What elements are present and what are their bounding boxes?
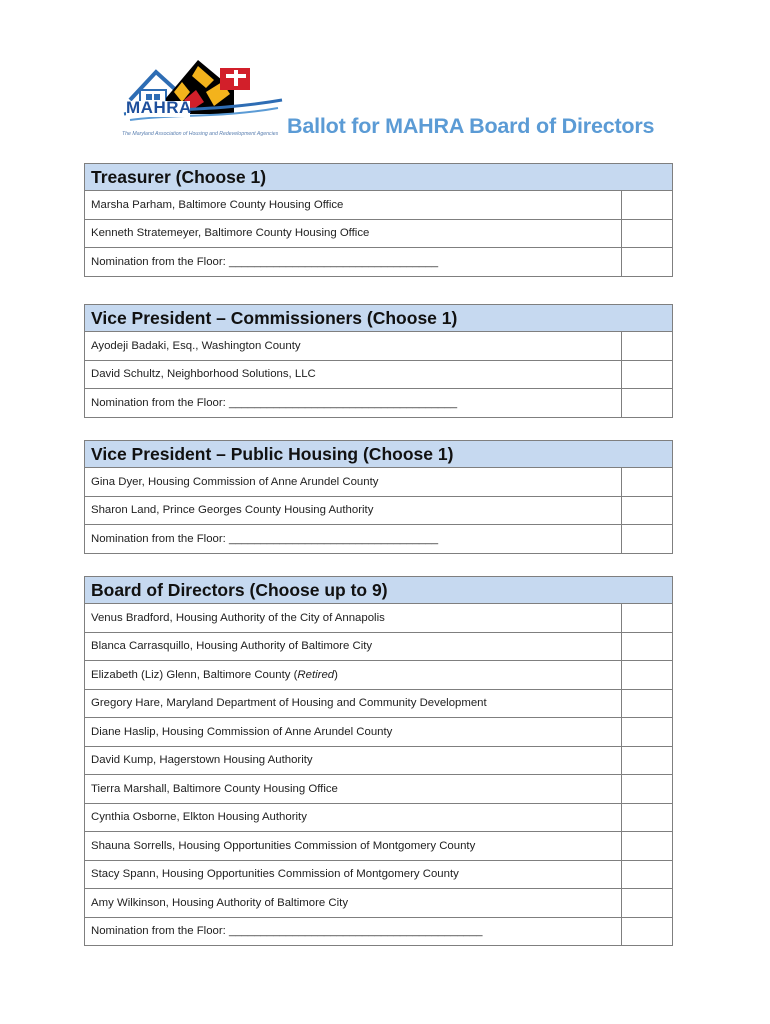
candidate-name: Sharon Land, Prince Georges County Housing Authority <box>85 496 622 525</box>
ballot-row <box>85 661 673 690</box>
candidate-name: Stacy Spann, Housing Opportunities Commission of Montgomery County <box>85 860 622 889</box>
candidate-name: Gina Dyer, Housing Commission of Anne Arundel County <box>85 468 622 497</box>
vote-box[interactable] <box>622 525 673 554</box>
ballot-row <box>85 718 673 747</box>
vote-box[interactable] <box>622 219 673 248</box>
ballot-row <box>85 746 673 775</box>
vote-box[interactable] <box>622 718 673 747</box>
vote-box[interactable] <box>622 803 673 832</box>
vote-box[interactable] <box>622 689 673 718</box>
candidate-name: Amy Wilkinson, Housing Authority of Baltimore City <box>85 889 622 918</box>
ballot-row <box>85 468 673 497</box>
nomination-line: Nomination from the Floor: ____________________________________ <box>85 389 622 418</box>
vote-box[interactable] <box>622 191 673 220</box>
vote-box[interactable] <box>622 360 673 389</box>
ballot-section-vp-commissioners <box>84 304 673 418</box>
section-heading: Vice President – Commissioners (Choose 1) <box>85 305 673 332</box>
ballot-row <box>85 525 673 554</box>
candidate-name: Kenneth Stratemeyer, Baltimore County Housing Office <box>85 219 622 248</box>
ballot-section-treasurer <box>84 163 673 277</box>
candidate-name: Elizabeth (Liz) Glenn, Baltimore County (Retired) <box>85 661 622 690</box>
candidate-name: Tierra Marshall, Baltimore County Housing Office <box>85 775 622 804</box>
candidate-name: Shauna Sorrells, Housing Opportunities Commission of Montgomery County <box>85 832 622 861</box>
vote-box[interactable] <box>622 917 673 946</box>
candidate-name: Venus Bradford, Housing Authority of the City of Annapolis <box>85 604 622 633</box>
ballot-row <box>85 803 673 832</box>
ballot-row <box>85 604 673 633</box>
candidate-name: David Kump, Hagerstown Housing Authority <box>85 746 622 775</box>
ballot-row <box>85 775 673 804</box>
candidate-name: Diane Haslip, Housing Commission of Anne Arundel County <box>85 718 622 747</box>
ballot-row <box>85 248 673 277</box>
ballot-row <box>85 332 673 361</box>
vote-box[interactable] <box>622 832 673 861</box>
section-heading: Vice President – Public Housing (Choose 1) <box>85 441 673 468</box>
vote-box[interactable] <box>622 468 673 497</box>
vote-box[interactable] <box>622 860 673 889</box>
candidate-name: Ayodeji Badaki, Esq., Washington County <box>85 332 622 361</box>
ballot-row <box>85 632 673 661</box>
ballot-row <box>85 889 673 918</box>
nomination-line: Nomination from the Floor: ________________________________________ <box>85 917 622 946</box>
ballot-row <box>85 860 673 889</box>
ballot-section-vp-public-housing <box>84 440 673 554</box>
vote-box[interactable] <box>622 332 673 361</box>
vote-box[interactable] <box>622 496 673 525</box>
candidate-name: Gregory Hare, Maryland Department of Housing and Community Development <box>85 689 622 718</box>
section-heading: Board of Directors (Choose up to 9) <box>85 577 673 604</box>
candidate-name: Blanca Carrasquillo, Housing Authority of Baltimore City <box>85 632 622 661</box>
ballot-row <box>85 360 673 389</box>
mahra-logo <box>122 52 292 144</box>
vote-box[interactable] <box>622 248 673 277</box>
ballot-row <box>85 389 673 418</box>
page-title: Ballot for MAHRA Board of Directors <box>287 114 655 138</box>
retired-note: Retired <box>297 668 335 681</box>
ballot-row <box>85 496 673 525</box>
section-heading: Treasurer (Choose 1) <box>85 164 673 191</box>
vote-box[interactable] <box>622 389 673 418</box>
logo-tagline: The Maryland Association of Housing and Redevelopment Agencies <box>122 131 279 137</box>
vote-box[interactable] <box>622 661 673 690</box>
vote-box[interactable] <box>622 775 673 804</box>
ballot-row <box>85 917 673 946</box>
ballot-row <box>85 219 673 248</box>
vote-box[interactable] <box>622 632 673 661</box>
logo-wordmark: MAHRA <box>126 98 192 117</box>
nomination-line: Nomination from the Floor: _________________________________ <box>85 525 622 554</box>
candidate-name: Marsha Parham, Baltimore County Housing Office <box>85 191 622 220</box>
vote-box[interactable] <box>622 889 673 918</box>
vote-box[interactable] <box>622 604 673 633</box>
candidate-name: David Schultz, Neighborhood Solutions, LLC <box>85 360 622 389</box>
ballot-row <box>85 191 673 220</box>
nomination-line: Nomination from the Floor: _________________________________ <box>85 248 622 277</box>
ballot-row <box>85 689 673 718</box>
candidate-name: Cynthia Osborne, Elkton Housing Authority <box>85 803 622 832</box>
candidate-name-text: Elizabeth (Liz) Glenn, Baltimore County ( <box>91 668 298 681</box>
vote-box[interactable] <box>622 746 673 775</box>
ballot-row <box>85 832 673 861</box>
ballot-section-board-of-directors <box>84 576 673 946</box>
